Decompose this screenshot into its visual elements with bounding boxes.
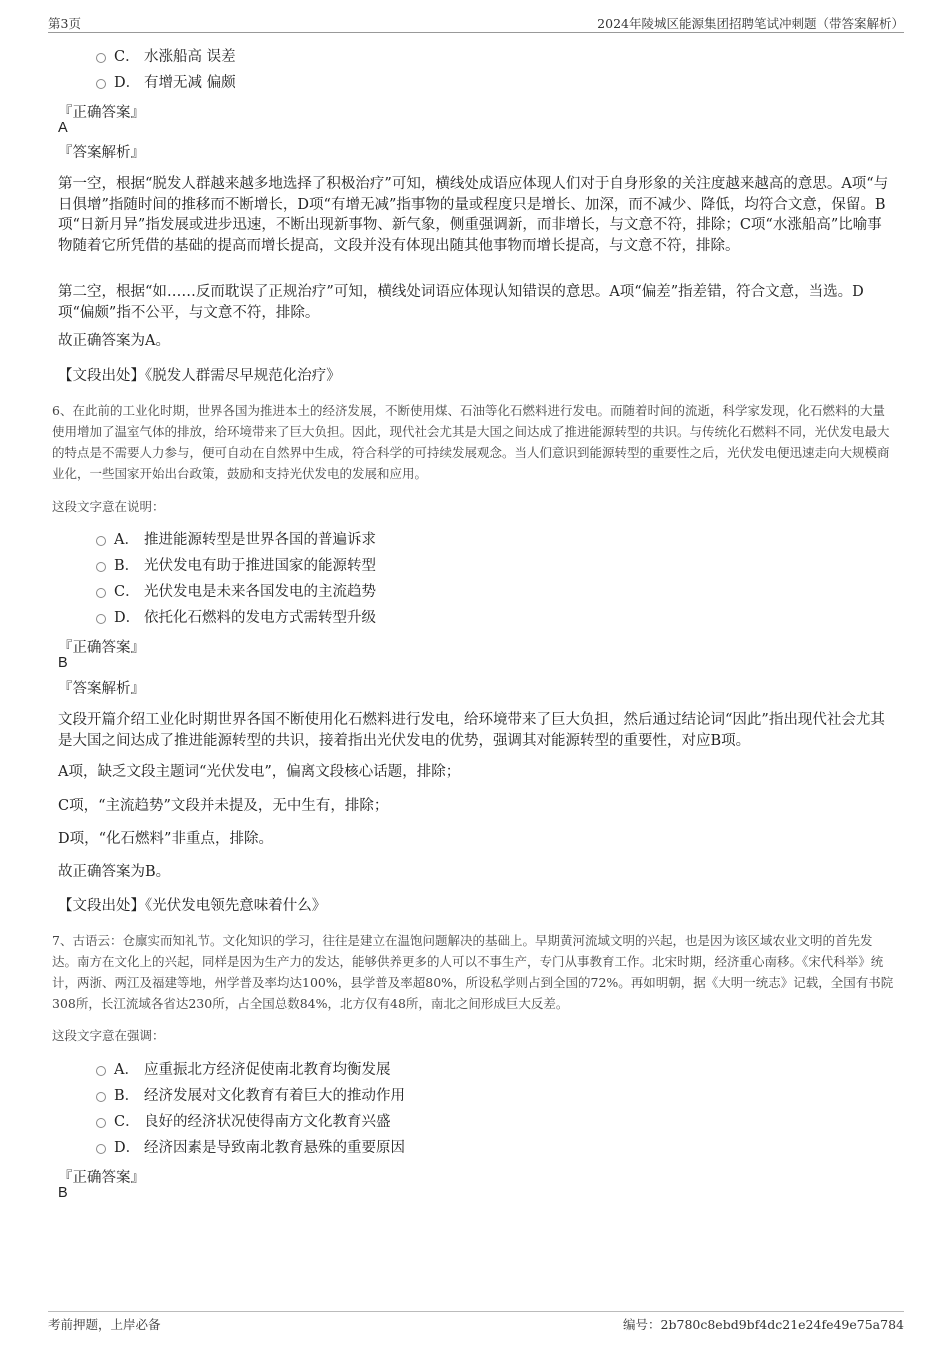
q5-option-d[interactable]: D． 有增无减 偏颇 (96, 73, 236, 93)
radio-icon[interactable] (96, 53, 106, 63)
radio-icon[interactable] (96, 1144, 106, 1154)
q7-answer: B (58, 1185, 68, 1201)
q6-conclusion: 故正确答案为B。 (58, 864, 171, 880)
q7-answer-label: 『正确答案』 (58, 1170, 145, 1186)
q7-question: 7、古语云：仓廪实而知礼节。文化知识的学习，往往是建立在温饱问题解决的基础上。早期黄河流域文明的兴起，也是因为该区域农业文明的首先发达。南方在文化上的兴起，同样是因为生产力的发达，能够供养更多的人可以不事生产，专门从事教育工作。北宋时期，经济重心南移。《宋代科举》统计，两浙、两江及福建等地，州学普及率均达100%，县学普及率超80%，所设私学则占到全国的72%。再如明朝，据《大明一统志》记载，全国有书院308所，长江流域各省达230所，占全国总数84%，北方仅有48所，南北之间形成巨大反差。 (52, 933, 894, 1011)
q5-analysis-label: 『答案解析』 (58, 145, 145, 161)
q6-question: 6、在此前的工业化时期，世界各国为推进本土的经济发展，不断使用煤、石油等化石燃料进行发电。而随着时间的流逝，科学家发现，化石燃料的大量使用增加了温室气体的排放，给环境带来了巨大负担。因此，现代社会尤其是大国之间达成了推进能源转型的共识。与传统化石燃料不同，光伏发电最大的特点是不需要人力参与，便可自动在自然界中生成，符合科学的可持续发展观念。当人们意识到能源转型的重要性之后，光伏发电便迅速走向大规模商业化，一些国家开始出台政策，鼓励和支持光伏发电的发展和应用。 (52, 403, 890, 481)
radio-icon[interactable] (96, 79, 106, 89)
q5-answer-label: 『正确答案』 (58, 105, 145, 121)
radio-icon[interactable] (96, 614, 106, 624)
q6-answer: B (58, 655, 68, 671)
radio-icon[interactable] (96, 562, 106, 572)
radio-icon[interactable] (96, 1066, 106, 1076)
radio-icon[interactable] (96, 1092, 106, 1102)
q5-analysis-p2: 第二空，根据“如……反而耽误了正规治疗”可知，横线处词语应体现认知错误的意思。A项“偏差”指差错，符合文意，当选。D项“偏颇”指不公平，与文意不符，排除。 (58, 284, 864, 321)
document-id: 编号：2b780c8ebd9bf4dc21e24fe49e75a784 (623, 1317, 904, 1332)
q6-analysis-a: A项，缺乏文段主题词“光伏发电”，偏离文段核心话题，排除； (58, 764, 461, 780)
q7-option-d[interactable]: D． 经济因素是导致南北教育悬殊的重要原因 (96, 1138, 405, 1158)
q6-option-d[interactable]: D． 依托化石燃料的发电方式需转型升级 (96, 608, 376, 628)
q7-option-b[interactable]: B． 经济发展对文化教育有着巨大的推动作用 (96, 1086, 405, 1106)
q5-conclusion: 故正确答案为A。 (58, 333, 170, 349)
q6-analysis-label: 『答案解析』 (58, 681, 145, 697)
q5-source: 【文段出处】《脱发人群需尽早规范化治疗》 (58, 368, 341, 384)
q6-stem: 这段文字意在说明： (52, 499, 165, 514)
page-footer (48, 1311, 904, 1335)
radio-icon[interactable] (96, 1118, 106, 1128)
q5-answer: A (58, 120, 68, 136)
q6-answer-label: 『正确答案』 (58, 640, 145, 656)
q7-option-c[interactable]: C． 良好的经济状况使得南方文化教育兴盛 (96, 1112, 391, 1132)
page-header (48, 14, 904, 33)
q6-option-a[interactable]: A． 推进能源转型是世界各国的普遍诉求 (96, 530, 376, 550)
q6-source: 【文段出处】《光伏发电领先意味着什么》 (58, 898, 327, 914)
q5-option-c[interactable]: C． 水涨船高 误差 (96, 47, 236, 67)
q6-analysis-c: C项，“主流趋势”文段并未提及，无中生有，排除； (58, 798, 389, 814)
q6-option-c[interactable]: C． 光伏发电是未来各国发电的主流趋势 (96, 582, 376, 602)
q6-analysis-d: D项，“化石燃料”非重点，排除。 (58, 831, 273, 847)
radio-icon[interactable] (96, 536, 106, 546)
radio-icon[interactable] (96, 588, 106, 598)
q5-analysis-p1: 第一空，根据“脱发人群越来越多地选择了积极治疗”可知，横线处成语应体现人们对于自身形象的关注度越来越高的意思。A项“与日俱增”指随时间的推移而不断增长，D项“有增无减”指事物的量或程度只是增长、加深，而不减少、降低，均符合文意，保留。B项“日新月异”指发展或进步迅速，不断出现新事物、新气象，侧重强调新，而非增长，与文意不符，排除；C项“水涨船高”比喻事物随着它所凭借的基础的提高而增长提高，文段并没有体现出随其他事物而增长提高，与文意不符，排除。 (58, 176, 889, 254)
q7-option-a[interactable]: A． 应重振北方经济促使南北教育均衡发展 (96, 1060, 391, 1080)
footer-slogan: 考前押题，上岸必备 (48, 1317, 161, 1332)
q6-option-b[interactable]: B． 光伏发电有助于推进国家的能源转型 (96, 556, 376, 576)
q7-stem: 这段文字意在强调： (52, 1028, 165, 1043)
document-title: 2024年陵城区能源集团招聘笔试冲刺题（带答案解析） (597, 16, 904, 31)
page-number: 第3页 (48, 16, 81, 31)
q6-analysis-p1: 文段开篇介绍工业化时期世界各国不断使用化石燃料进行发电，给环境带来了巨大负担，然后通过结论词“因此”指出现代社会尤其是大国之间达成了推进能源转型的共识，接着指出光伏发电的优势，强调其对能源转型的重要性，对应B项。 (58, 712, 885, 749)
